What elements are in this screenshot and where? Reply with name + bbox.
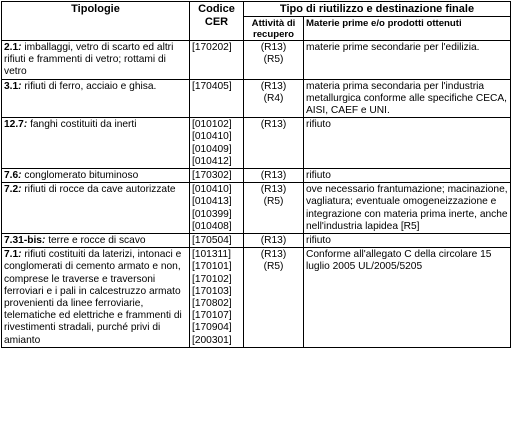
recovery-activity-cell <box>244 248 304 348</box>
tipologia-colon: : <box>18 80 22 92</box>
cer-code: [170101] <box>192 261 232 273</box>
waste-recovery-table <box>1 1 511 348</box>
cer-code: [010410] <box>192 184 232 196</box>
materials-cell: rifiuto <box>304 118 511 169</box>
table-row <box>2 234 511 248</box>
cer-code: [010399] <box>192 208 232 220</box>
recovery-code: (R13) <box>260 170 287 182</box>
table-row <box>2 248 511 348</box>
cer-code: [010102] <box>192 119 232 131</box>
recovery-code: (R13) <box>260 42 287 53</box>
recovery-code: (R13) <box>260 235 287 247</box>
cer-code: [170302] <box>192 170 232 182</box>
recovery-code: (R4) <box>263 92 284 104</box>
tipologia-description: rifiuti di rocce da cave autorizzate <box>21 184 176 196</box>
recovery-code: (R5) <box>263 196 284 208</box>
tipologia-colon: : <box>18 170 22 182</box>
tipologia-colon: : <box>18 249 22 261</box>
materials-cell: Conforme all'allegato C della circolare 15 luglio 2005 UL/2005/5205 <box>304 248 511 348</box>
tipologia-colon: : <box>18 184 22 196</box>
cer-code: [170802] <box>192 298 232 310</box>
cer-code: [170904] <box>192 322 232 334</box>
table-body <box>2 41 511 348</box>
cer-code: [170202] <box>192 42 232 53</box>
cer-codes-cell <box>190 41 244 80</box>
tipologia-colon: : <box>41 235 46 247</box>
materials-cell: ove necessario frantumazione; macinazione, vagliatura; eventuale omogeneizzazione e integrazione con materia prima inerte, anche nell'industria lapidea [R5] <box>304 183 511 234</box>
recovery-activity-cell <box>244 118 304 169</box>
tipologia-number: 12.7 <box>4 119 24 131</box>
cer-codes-cell <box>190 248 244 348</box>
header-tipo-riutilizzo: Tipo di riutilizzo e destinazione finale <box>244 2 511 17</box>
table-row <box>2 118 511 169</box>
header-materie-prime: Materie prime e/o prodotti ottenuti <box>304 17 511 41</box>
recovery-activity-cell <box>244 41 304 80</box>
cer-code: [101311] <box>192 249 231 261</box>
tipologia-cell <box>2 169 190 183</box>
recovery-code: (R13) <box>260 184 287 196</box>
materials-cell: materia prima secondaria per l'industria metallurgica conforme alle specifiche CECA, AISI, CAEF e UNI. <box>304 79 511 118</box>
tipologia-description: rifiuti di ferro, acciaio e ghisa. <box>21 80 157 92</box>
header-attivita-recupero <box>244 17 304 41</box>
tipologia-cell <box>2 79 190 118</box>
cer-code: [170107] <box>192 310 232 322</box>
cer-codes-cell <box>190 79 244 118</box>
tipologia-colon: : <box>18 42 22 53</box>
cer-code: [170103] <box>192 285 232 297</box>
tipologia-number: 7.6 <box>4 170 19 182</box>
cer-code: [200301] <box>192 334 232 346</box>
recovery-activity-cell <box>244 183 304 234</box>
recovery-code: (R5) <box>263 54 284 66</box>
tipologia-description: imballaggi, vetro di scarto ed altri rifiuti e frammenti di vetro; rottami di vetro <box>4 42 174 78</box>
cer-codes-cell <box>190 118 244 169</box>
table-row <box>2 183 511 234</box>
tipologia-description: rifiuti costituiti da laterizi, intonaci e conglomerati di cemento armato e non, comprese le traverse e traversoni ferroviari e i pali in calcestruzzo armato provenienti da linee ferroviarie, telematiche ed elettriche e frammenti di rivestimenti stradali, purché privi di amianto <box>4 249 182 346</box>
tipologia-description: terre e rocce di scavo <box>45 235 146 247</box>
header-codice-cer-line1: Codice <box>198 3 235 15</box>
cer-code: [170102] <box>192 273 232 285</box>
materials-cell: materie prime secondarie per l'edilizia. <box>304 41 511 80</box>
cer-codes-cell <box>190 169 244 183</box>
header-tipologie: Tipologie <box>2 2 190 41</box>
tipologia-cell <box>2 248 190 348</box>
header-codice-cer <box>190 2 244 41</box>
table-row <box>2 79 511 118</box>
tipologia-number: 7.1 <box>4 249 19 261</box>
recovery-activity-cell <box>244 234 304 248</box>
header-row <box>2 2 511 17</box>
header-codice-cer-line2: CER <box>204 16 229 28</box>
cer-code: [170405] <box>192 80 232 92</box>
recovery-activity-cell <box>244 169 304 183</box>
tipologia-colon: : <box>23 119 28 131</box>
table-row <box>2 41 511 80</box>
tipologia-description: fanghi costituiti da inerti <box>27 119 137 131</box>
tipologia-number: 3.1 <box>4 80 19 92</box>
tipologia-cell <box>2 41 190 80</box>
tipologia-cell <box>2 118 190 169</box>
cer-code: [010412] <box>192 155 232 167</box>
table-row <box>2 169 511 183</box>
header-attivita-line1: Attività di <box>251 18 296 29</box>
cer-code: [170504] <box>192 235 232 247</box>
cer-codes-cell <box>190 234 244 248</box>
header-attivita-line2: recupero <box>252 29 295 40</box>
tipologia-cell <box>2 234 190 248</box>
tipologia-number: 7.2 <box>4 184 19 196</box>
materials-cell: rifiuto <box>304 169 511 183</box>
cer-code: [010413] <box>192 196 232 208</box>
tipologia-cell <box>2 183 190 234</box>
recovery-activity-cell <box>244 79 304 118</box>
recovery-code: (R13) <box>260 249 287 261</box>
recovery-code: (R5) <box>263 261 284 273</box>
tipologia-description: conglomerato bituminoso <box>21 170 139 182</box>
tipologia-number: 2.1 <box>4 42 19 53</box>
cer-code: [010409] <box>192 143 232 155</box>
materials-cell: rifiuto <box>304 234 511 248</box>
cer-code: [010410] <box>192 131 232 143</box>
cer-codes-cell <box>190 183 244 234</box>
tipologia-number: 7.31-bis <box>4 235 42 247</box>
cer-code: [010408] <box>192 220 232 232</box>
recovery-code: (R13) <box>260 119 287 131</box>
recovery-code: (R13) <box>260 80 287 92</box>
